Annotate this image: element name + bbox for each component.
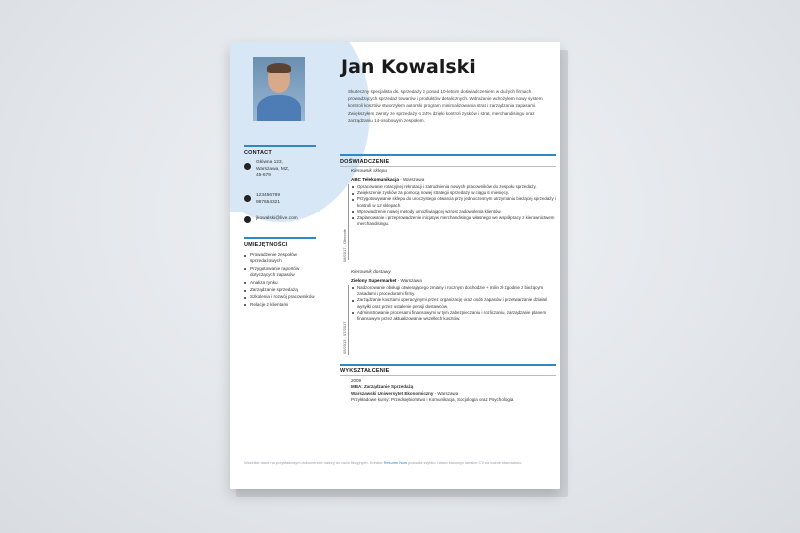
education-degree: MBA: Zarządzanie Sprzedażą: [351, 384, 414, 390]
resume-summary: Skuteczny specjalista ds. sprzedaży z ponad 10-letnim doświadczeniem w dużych firmach prowadzących sprzedaż towarów i produktów detalicznych. Wdrażanie wdrożyłem nowy system kontroli kosztów stworzyłem autorski program minimalizowania strat i zarządzania zapasami. Zwiększyłem zwroty ze sprzedaży o 24% dzięki kontroli zysków i strat, merchandisingu oraz zarządzaniu 14-osobowym zespołem.: [348, 89, 543, 123]
job-bullets: [351, 285, 560, 322]
contact-phones: 123456789 987654321: [256, 193, 281, 205]
education-year: 2009: [351, 378, 362, 383]
job-title: Kierownik sklepu: [351, 169, 387, 174]
skills-list: [244, 252, 324, 309]
list-item: Opracowanie rotacyjnej rekrutacji i zatrudnienia nowych pracowników do zespołu sprzedaży.: [351, 184, 560, 190]
resume-name: Jan Kowalski: [341, 56, 476, 78]
list-item: Wprowadzenie nowej metody umożliwiającej wzrost zadowolenia klientów.: [351, 209, 560, 215]
disclaimer-footer: Wszelkie dane na przykładowym dokumencie należy do osób fikcyjnych. Kreator Resume Now pozwala szybko i łatwo stworzyć idealne CV na każde stanowisko.: [244, 460, 523, 465]
list-item: Prowadzenie zespołów sprzedażowych: [244, 252, 324, 265]
profile-photo: [253, 57, 305, 121]
education-rule: [340, 364, 556, 366]
list-item: Zwiększenie zysków za pomocą nowej strategii sprzedaży w ciągu 6 miesięcy.: [351, 190, 560, 196]
list-item: Relacje z klientami: [244, 302, 324, 308]
experience-rule: [340, 154, 556, 156]
list-item: Zarządzanie sprzedażą: [244, 287, 324, 293]
list-item: Zarządzanie kosztami operacyjnymi przez organizację oraz osób zapasów i przetwarzanie działań wysyłki oraz przez ustalenie pensji dostawców.: [351, 297, 560, 309]
list-item: Zaplanowanie i przeprowadzenie inicjatyw merchandisingu własnego we współpracy z kierownictwem merchandisingu.: [351, 215, 560, 227]
skills-heading: UMIEJĘTNOŚCI: [244, 242, 288, 248]
resume-page: [230, 42, 560, 489]
list-item: Przygotowywanie sklepu do uroczystego otwarcia przy jednoczesnym utrzymaniu bieżącej sprzedaży i kontroli w 12 sklepach.: [351, 196, 560, 208]
list-item: Przygotowanie raportów dotyczących zapasów: [244, 266, 324, 279]
list-item: Nadzorowanie obsługi otwierającego zmiany i rocznym dochodzie + milin zł zgodnie z bieżącym zasadami i procedurami firmy.: [351, 285, 560, 297]
experience-heading: DOŚWIADCZENIE: [340, 159, 390, 165]
list-item: Szkolenia i rozwój pracowników: [244, 294, 324, 300]
job-company: ABC Telekomunikacja - Warszawa: [351, 177, 425, 182]
phone-icon: [244, 195, 251, 202]
job-title: Kierownik dostawy: [351, 270, 391, 275]
education-coursework: Przykładowe kursy: Przedsiębiorstwo i Komunikacja, Socjologia oraz Psychologia: [351, 397, 514, 403]
contact-heading: CONTACT: [244, 150, 272, 156]
education-entry: [351, 378, 551, 404]
job-dates: 08/2017 - Obecnie: [342, 229, 347, 262]
footer-link[interactable]: Resume Now: [383, 460, 408, 465]
contact-address: Główna 123, Warszawa, MZ, 45-679: [256, 160, 290, 179]
list-item: Analiza rynku: [244, 280, 324, 286]
skills-rule: [244, 237, 316, 239]
list-item: Administrowanie procesami finansowymi w tym zabezpieczaniu i rozliczaniu, zarządzanie planem finansowym przez aktualizowanie wszelkich kosztów.: [351, 310, 560, 322]
contact-rule: [244, 145, 316, 147]
email-icon: [244, 216, 251, 223]
contact-email[interactable]: jkowalski@live.com: [256, 216, 298, 221]
education-heading: WYKSZTAŁCENIE: [340, 368, 390, 374]
job-bullets: [351, 184, 560, 227]
location-icon: [244, 163, 251, 170]
job-dates: 05/2013 - 07/2017: [342, 321, 347, 354]
job-company: Zielony Supermarket - Warszawa: [351, 278, 422, 283]
education-school: Warszawski Uniwersytet Ekonomiczny - Warszawa: [351, 390, 459, 396]
